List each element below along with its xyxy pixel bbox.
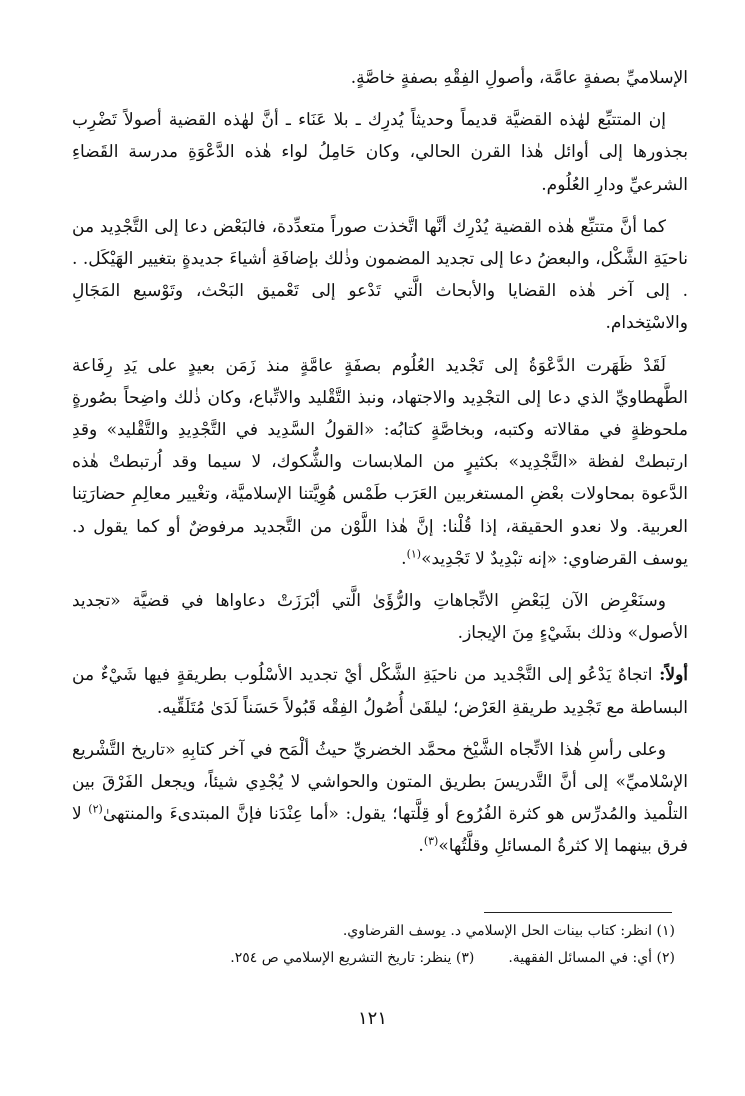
- paragraph-4: وسنَعْرِض الآن لِبَعْضِ الاتِّجاهاتِ والرُّؤَىٰ الَّتي أبْرَزَتْ دعاواها في قضيَّة «تجديد الأصول» وذلك بشَيْءٍ مِنَ الإيجاز.: [72, 591, 688, 644]
- paragraph-6: [72, 734, 688, 863]
- footnote-1: (١) انظر: كتاب بينات الحل الإسلامي د. يوسف القرضاوي.: [342, 923, 675, 939]
- footnote-2: (٢) أي: في المسائل الفقهية.: [508, 950, 675, 966]
- paragraph-5-text: اتجاهٌ يَدْعُو إلى التَّجْديد من ناحيَةِ الشَّكْل أيْ تجديد الأسْلُوب بطريقةٍ فيها شَيْءٌ من البساطة مع تَجْدِيد طريقةِ العَرْض؛ ليلقَىٰ أُصُولُ الفِقْه قَبُولاً حَسَناً لَدَىٰ مُتَلَقِّيه.: [72, 665, 688, 718]
- paragraph-1: إن المتتبِّع لهٰذه القضيَّة قديماً وحديثاً يُدرِك ـ بلا عَنَاء ـ أنَّ لهٰذه القضية أصولاً تَضْرِب بجذورها إلى أوائل هٰذا القرن الحالي، وكان حَامِلُ لواء هٰذه الدَّعْوَةِ مدرسة القَضاءِ الشرعيِّ ودارِ العُلُوم.: [72, 110, 688, 195]
- paragraph-6-text-a: وعلى رأسِ هٰذا الاتِّجاه الشَّيْخ محمَّد الخضريِّ حيثُ ألْمَح في آخر كتابِهِ «تاريخ التَّشْريع الإسْلاميِّ» إلى أنَّ التَّدريسَ بطريق المتون والحواشي لا يُجْدِي شيئاً، ويجعل الفَرْقَ بين التلْميذ والمُدرِّس هو كثرة الفُرُوع أو قِلَّتها؛ يقول: «أما عِنْدَنا فإنَّ المبتدىءَ والمنتهىٰ: [72, 739, 688, 825]
- footnote-3: (٣) ينظر: تاريخ التشريع الإسلامي ص ٢٥٤.: [230, 950, 475, 966]
- footnote-row: [180, 945, 675, 972]
- paragraph-3-end: .: [401, 548, 407, 569]
- paragraph-6-end: .: [418, 836, 424, 857]
- page-number: ١٢١: [357, 1008, 387, 1029]
- paragraph-5-label: أولاً:: [659, 665, 688, 686]
- page-body: [72, 62, 688, 873]
- paragraph-5: [72, 659, 688, 723]
- paragraph-3-text: لَقَدْ ظَهَرت الدَّعْوَةُ إلى تَجْديد العُلُوم بصفَةٍ عامَّةٍ منذ زَمَن بعيدٍ على يَدِ رِفَاعة الطَّهطاويِّ الذي دعا إلى التجْدِيد والاجتهاد، ونبذ التَّقْليد والاتِّباع، وكان ذٰلك واضِحاً بصُورةٍ ملحوظةٍ في مقالاته وكتبه، وبخاصَّةٍ كتابُه: «القولُ السَّدِيد في التَّجْدِيدِ والتَّقْليد» وقدِ ارتبطتْ لفظة «التَّجْدِيد» بكثيرٍ من الملابسات والشُّكوك، لا سيما وقد اُرتبطتْ هٰذه الدَّعوة بمحاولات بعْضِ المستغربين العَرَب طَمْس هُوِيَّتنا الإسلاميَّة، وتغْيير معالِمِ حضارَتِنا العربية. ولا نعدو الحقيقة، إذا قُلْنا: إنَّ هٰذا اللَّوْن من التَّجديد مرفوضٌ أو كما يقول د. يوسف القرضاوي: «إنه تبْدِيدٌ لا تَجْدِيد»: [72, 355, 688, 569]
- footnote-divider: [484, 912, 672, 913]
- footnote-ref-2: (٢): [88, 802, 103, 816]
- footnote-ref-3: (٣): [423, 834, 439, 848]
- paragraph-3: [72, 350, 688, 575]
- footnotes: [180, 918, 675, 972]
- footnote-ref-1: (١): [406, 547, 422, 561]
- paragraph-continuation: الإسلاميِّ بصفةٍ عامَّة، وأصولِ الفِقْهِ بصفةٍ خاصَّةٍ.: [350, 68, 688, 88]
- paragraph-2: كما أنَّ متتبِّع هٰذه القضية يُدْرِك أنَّها اتَّخذت صوراً متعدِّدة، فالبَعْض دعا إلى التَّجْدِيد من ناحيَةِ الشَّكْل، والبعضُ دعا إلى تجديد المضمون وذٰلك بإضافَةِ أشياءَ جديدةٍ بتغيير الهَيْكَل. . . إلى آخر هٰذه القضايا والأبحاث الَّتي تَدْعو إلى تَعْميق البَحْث، وتَوْسيع المَجَالِ والاسْتِخدام.: [72, 216, 688, 334]
- paragraph-6-text-b: لا فرق بينهما إلا كثرةُ المسائلِ وقلَّتُها»: [72, 804, 688, 857]
